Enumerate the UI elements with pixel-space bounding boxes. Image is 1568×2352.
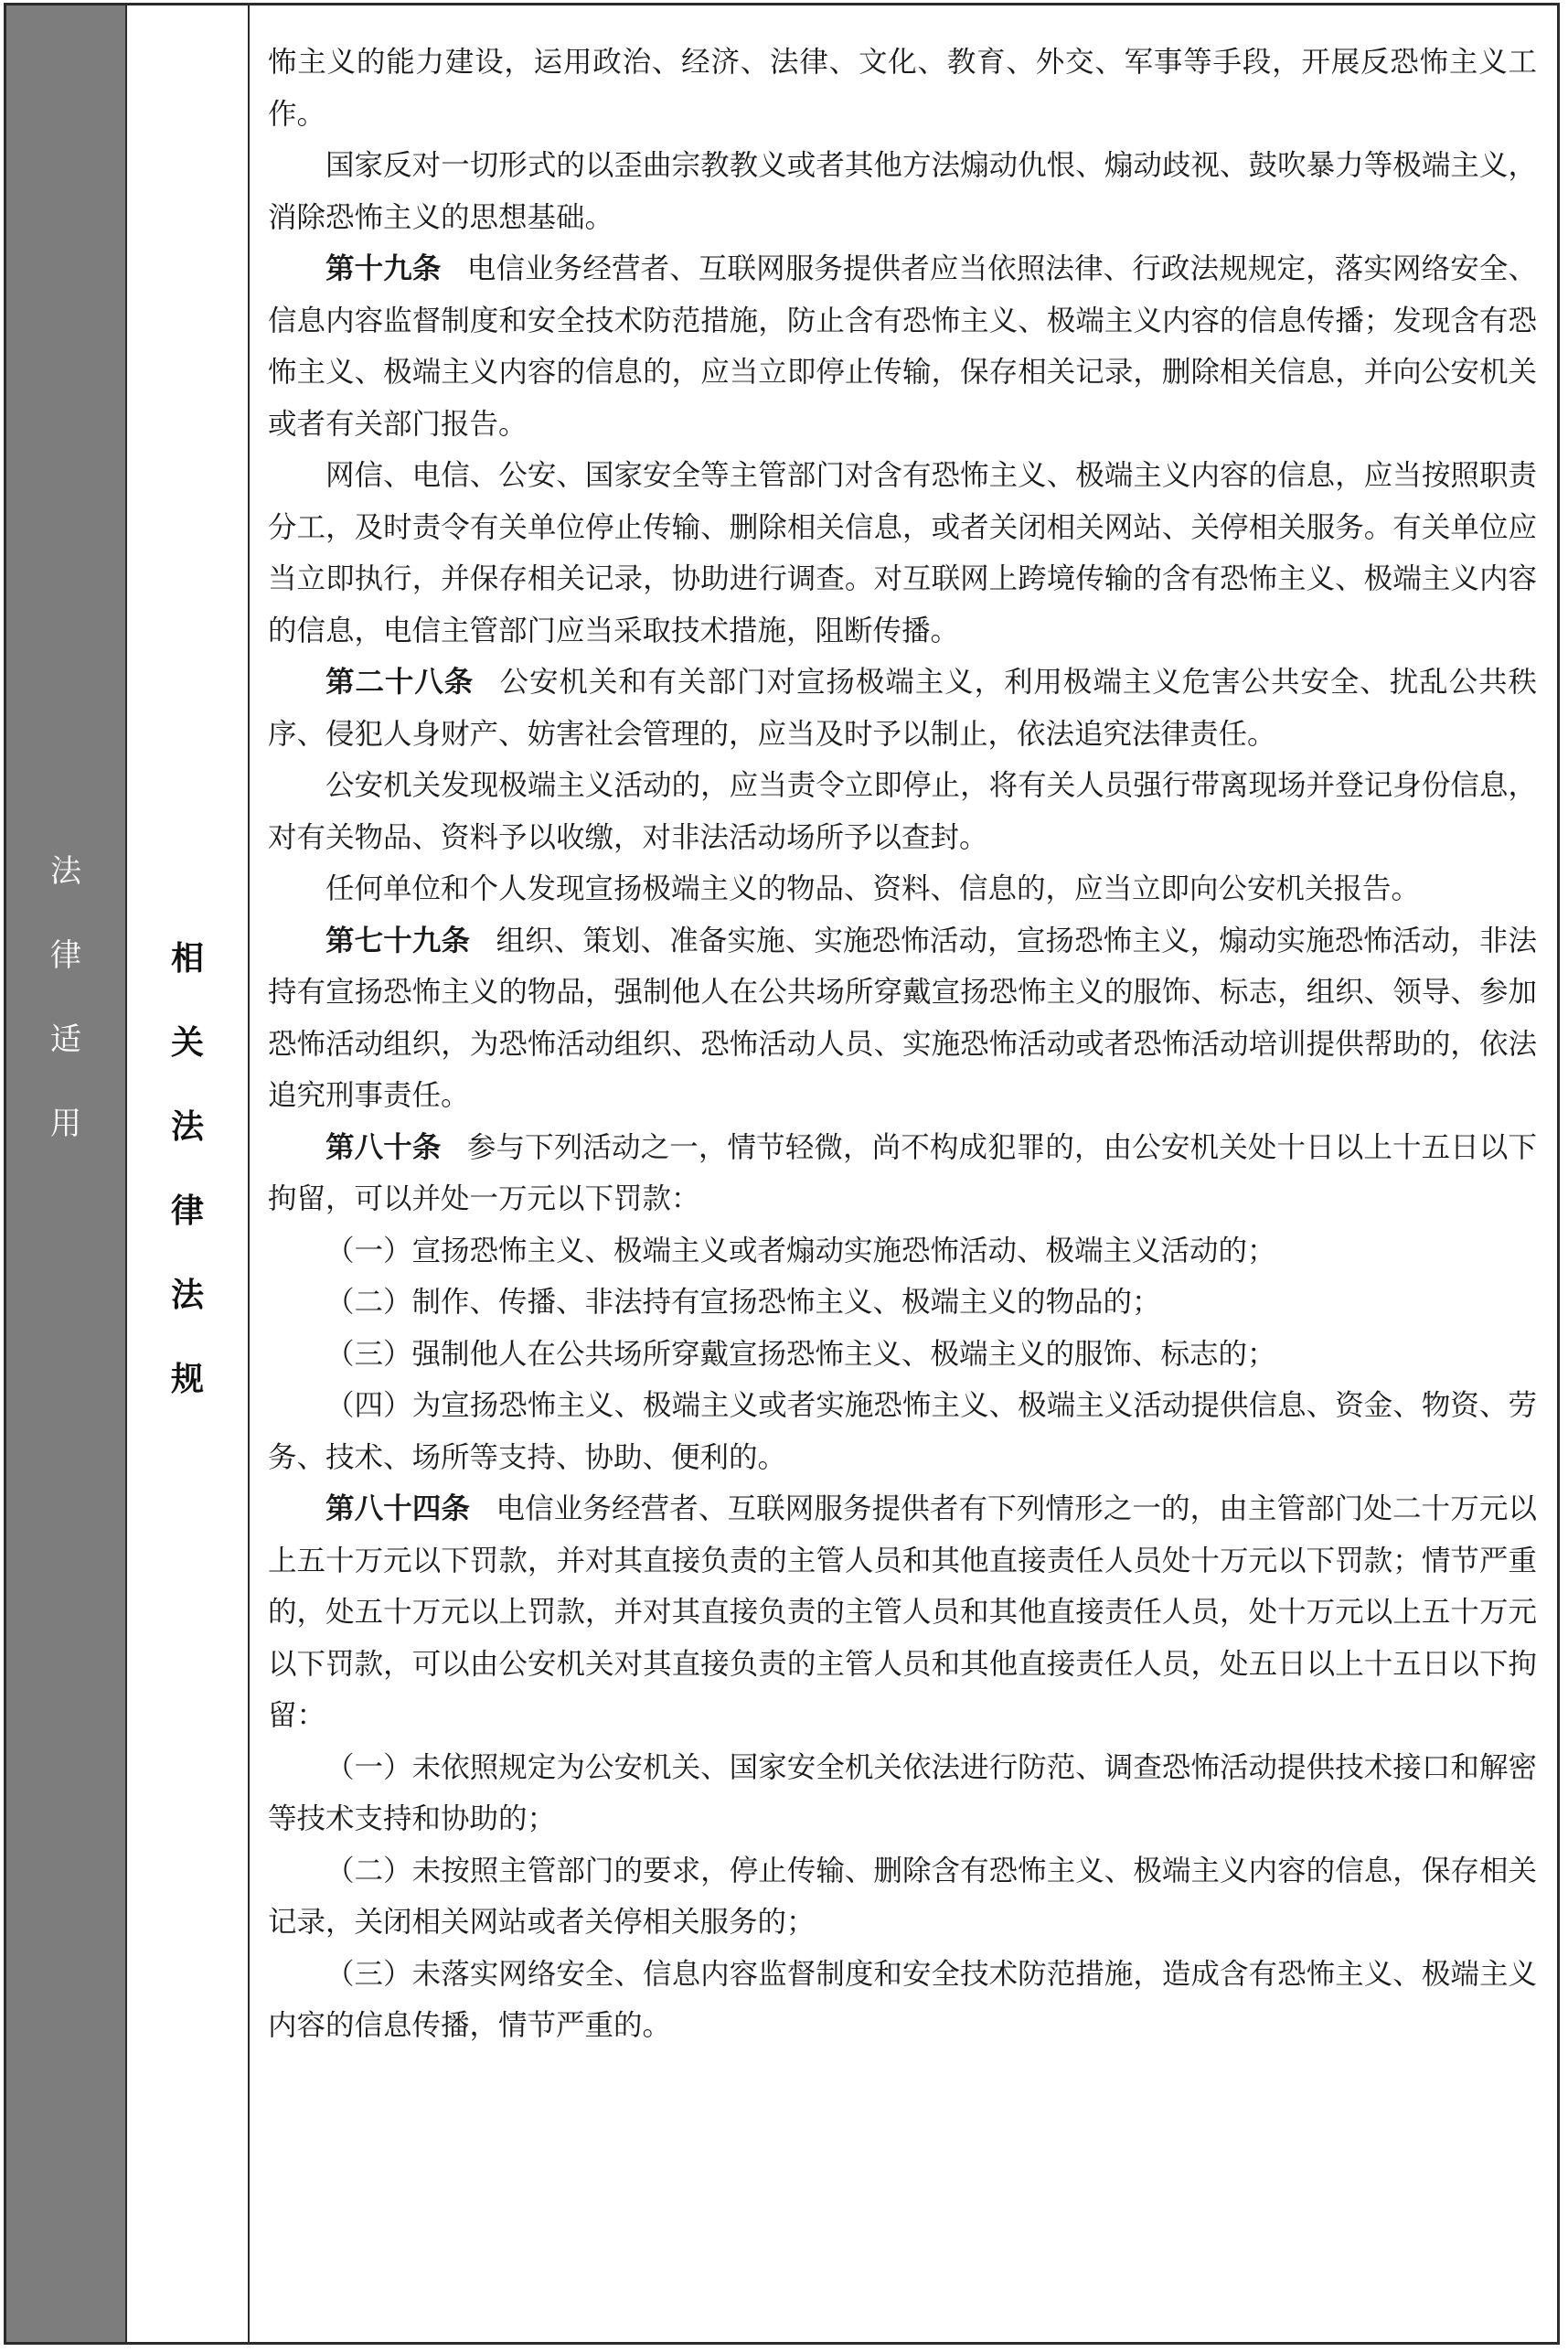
subcategory-char: 法 <box>170 1108 204 1146</box>
paragraph-text: 电信业务经营者、互联网服务提供者应当依照法律、行政法规规定，落实网络安全、信息内容监督制度和安全技术防范措施，防止含有恐怖主义、极端主义内容的信息传播；发现含有恐怖主义、极端主义内容的信息的，应当立即停止传输，保存相关记录，删除相关信息，并向公安机关或者有关部门报告。 <box>268 252 1537 441</box>
article-number: 第八十条 <box>325 1130 442 1164</box>
law-table <box>4 3 1560 2345</box>
paragraph <box>268 760 1537 863</box>
paragraph-text: （一）未依照规定为公安机关、国家安全机关依法进行防范、调查恐怖活动提供技术接口和解密等技术支持和协助的； <box>268 1750 1537 1835</box>
paragraph-text: 怖主义的能力建设，运用政治、经济、法律、文化、教育、外交、军事等手段，开展反恐怖主义工作。 <box>268 46 1537 131</box>
article-number: 第二十八条 <box>325 666 475 699</box>
law-text-column <box>250 5 1557 2342</box>
subcategory-column <box>127 5 250 2342</box>
subcategory-label <box>127 940 248 1398</box>
paragraph <box>268 243 1537 450</box>
paragraph-text: 公安机关发现极端主义活动的，应当责令立即停止，将有关人员强行带离现场并登记身份信息，对有关物品、资料予以收缴，对非法活动场所予以查封。 <box>268 769 1537 854</box>
paragraph <box>268 1483 1537 1742</box>
list-item <box>268 1277 1537 1329</box>
paragraph <box>268 863 1537 915</box>
list-item <box>268 1949 1537 2052</box>
paragraph <box>268 140 1537 243</box>
subcategory-char: 规 <box>170 1361 204 1398</box>
paragraph-text: （二）制作、传播、非法持有宣扬恐怖主义、极端主义的物品的； <box>325 1286 1161 1319</box>
paragraph-text: 电信业务经营者、互联网服务提供者有下列情形之一的，由主管部门处二十万元以上五十万元以下罚款，并对其直接负责的主管人员和其他直接责任人员处十万元以下罚款；情节严重的，处五十万元以上罚款，并对其直接负责的主管人员和其他直接责任人员，处十万元以上五十万元以下罚款，可以由公安机关对其直接负责的主管人员和其他直接责任人员，处五日以上十五日以下拘留： <box>268 1492 1537 1732</box>
category-char: 法 <box>50 853 81 890</box>
paragraph-text: （二）未按照主管部门的要求，停止传输、删除含有恐怖主义、极端主义内容的信息，保存相关记录，关闭相关网站或者关停相关服务的； <box>268 1854 1537 1939</box>
subcategory-char: 法 <box>170 1277 204 1314</box>
paragraph-text: （三）强制他人在公共场所穿戴宣扬恐怖主义、极端主义的服饰、标志的； <box>325 1337 1276 1371</box>
paragraph <box>268 915 1537 1122</box>
paragraph <box>268 450 1537 657</box>
paragraph-text: 任何单位和个人发现宣扬极端主义的物品、资料、信息的，应当立即向公安机关报告。 <box>325 872 1421 905</box>
article-number: 第八十四条 <box>325 1492 471 1525</box>
article-number: 第十九条 <box>325 252 442 285</box>
list-item <box>268 1742 1537 1845</box>
paragraph-text: 组织、策划、准备实施、实施恐怖活动，宣扬恐怖主义，煽动实施恐怖活动，非法持有宣扬恐怖主义的物品，强制他人在公共场所穿戴宣扬恐怖主义的服饰、标志，组织、领导、参加恐怖活动组织，为恐怖活动组织、恐怖活动人员、实施恐怖活动或者恐怖活动培训提供帮助的，依法追究刑事责任。 <box>268 924 1537 1112</box>
subcategory-char: 关 <box>170 1024 204 1062</box>
paragraph <box>268 37 1537 140</box>
paragraph-text: （三）未落实网络安全、信息内容监督制度和安全技术防范措施，造成含有恐怖主义、极端主义内容的信息传播，情节严重的。 <box>268 1957 1537 2042</box>
list-item <box>268 1329 1537 1381</box>
article-number: 第七十九条 <box>325 924 471 957</box>
paragraph-text: （一）宣扬恐怖主义、极端主义或者煽动实施恐怖活动、极端主义活动的； <box>325 1234 1276 1267</box>
subcategory-char: 相 <box>170 940 204 978</box>
paragraph-text: 网信、电信、公安、国家安全等主管部门对含有恐怖主义、极端主义内容的信息，应当按照职责分工，及时责令有关单位停止传输、删除相关信息，或者关闭相关网站、关停相关服务。有关单位应当立即执行，并保存相关记录，协助进行调查。对互联网上跨境传输的含有恐怖主义、极端主义内容的信息，电信主管部门应当采取技术措施，阻断传播。 <box>268 459 1537 647</box>
category-char: 律 <box>50 937 81 974</box>
subcategory-char: 律 <box>170 1192 204 1230</box>
category-label <box>6 853 125 1142</box>
paragraph <box>268 1122 1537 1225</box>
paragraph-text: （四）为宣扬恐怖主义、极端主义或者实施恐怖主义、极端主义活动提供信息、资金、物资、劳务、技术、场所等支持、协助、便利的。 <box>268 1389 1537 1474</box>
category-char: 适 <box>50 1021 81 1058</box>
category-column <box>6 5 127 2342</box>
paragraph-text: 参与下列活动之一，情节轻微，尚不构成犯罪的，由公安机关处十日以上十五日以下拘留，可以并处一万元以下罚款： <box>268 1130 1537 1215</box>
category-char: 用 <box>50 1106 81 1142</box>
list-item <box>268 1225 1537 1278</box>
paragraph <box>268 657 1537 760</box>
list-item <box>268 1380 1537 1483</box>
paragraph-text: 国家反对一切形式的以歪曲宗教教义或者其他方法煽动仇恨、煽动歧视、鼓吹暴力等极端主义，消除恐怖主义的思想基础。 <box>268 149 1537 234</box>
paragraph-text: 公安机关和有关部门对宣扬极端主义，利用极端主义危害公共安全、扰乱公共秩序、侵犯人身财产、妨害社会管理的，应当及时予以制止，依法追究法律责任。 <box>268 666 1537 751</box>
list-item <box>268 1845 1537 1949</box>
